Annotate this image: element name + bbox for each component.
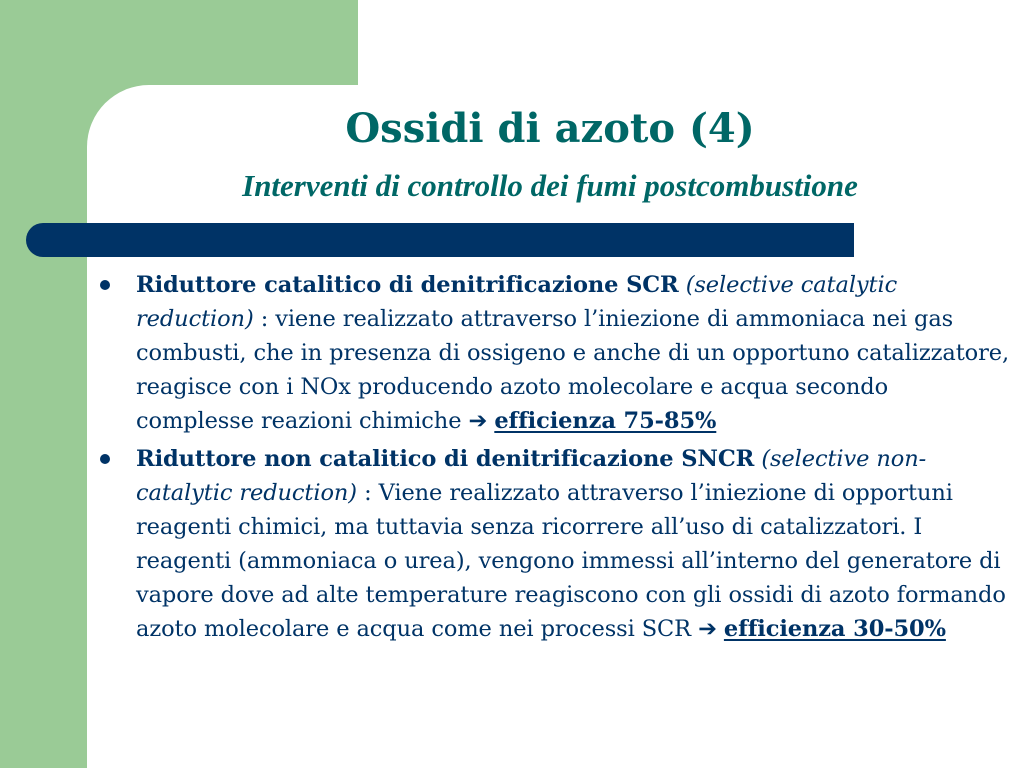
bullet-heading: Riduttore catalitico di denitrificazione SCR [136, 272, 679, 298]
slide-subtitle: Interventi di controllo dei fumi postcombustione [242, 168, 858, 203]
bullet-english-term: (selective non-catalytic reduction) [136, 446, 927, 506]
bullet-scr [94, 268, 1012, 438]
bullet-dot-icon [100, 280, 110, 290]
efficiency-value: efficienza 30-50% [723, 616, 946, 642]
bullet-list [94, 268, 1012, 650]
right-arrow-icon: ➔ [698, 616, 717, 642]
bullet-english-term: (selective catalytic reduction) [136, 272, 898, 332]
bullet-body: : viene realizzato attraverso l’iniezione di ammoniaca nei gas combusti, che in presenza di ossigeno e anche di un opportuno catalizzatore, reagisce con i NOx producendo azoto molecolare e acqua secondo complesse reazioni chimiche [136, 306, 1009, 434]
slide-title: Ossidi di azoto (4) [345, 105, 755, 152]
bullet-heading: Riduttore non catalitico di denitrificazione SNCR [136, 446, 755, 472]
bullet-sncr [94, 442, 1012, 646]
bullet-body: : Viene realizzato attraverso l’iniezione di opportuni reagenti chimici, ma tuttavia senza ricorrere all’uso di catalizzatori. I reagenti (ammoniaca o urea), vengono immessi all’interno del generatore di vapore dove ad alte temperature reagiscono con gli ossidi di azoto formando azoto molecolare e acqua come nei processi SCR [136, 480, 1006, 642]
right-arrow-icon: ➔ [468, 408, 488, 434]
title-divider-bar [26, 223, 854, 257]
efficiency-value: efficienza 75-85% [494, 408, 717, 434]
bullet-dot-icon [100, 454, 110, 464]
